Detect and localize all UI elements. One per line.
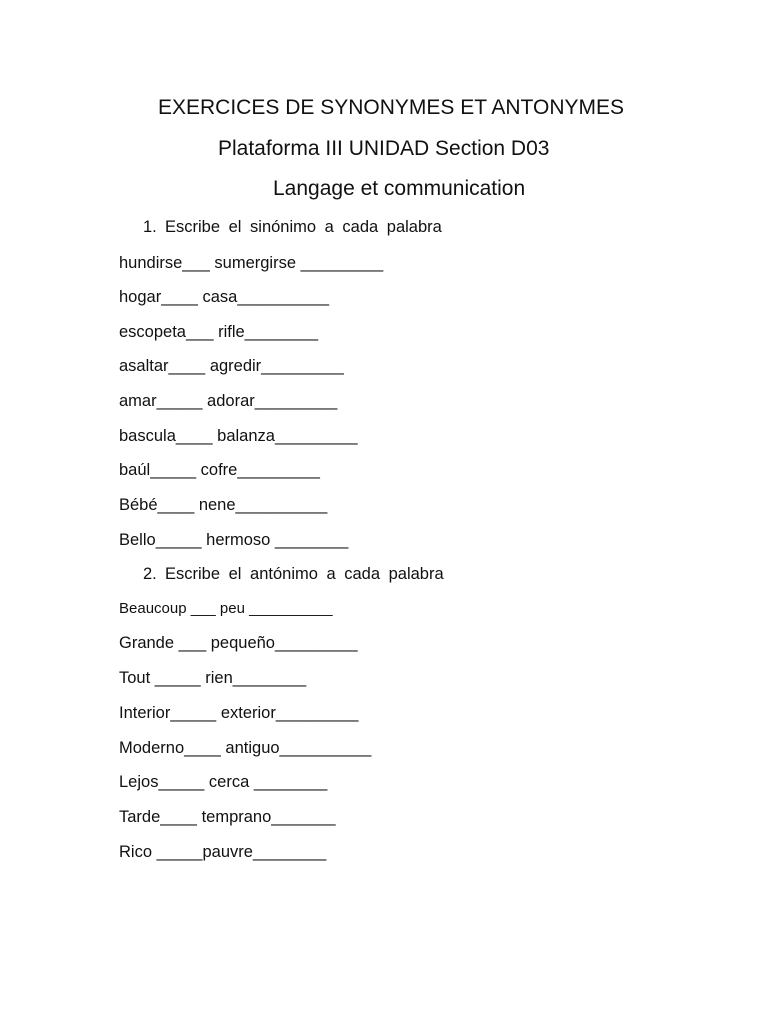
antonym-item: Interior_____ exterior_________: [119, 704, 359, 722]
synonym-item: hundirse___ sumergirse _________: [119, 254, 384, 272]
synonym-item: hogar____ casa__________: [119, 288, 330, 306]
synonym-item: bascula____ balanza_________: [119, 427, 358, 445]
antonym-item: Tarde____ temprano_______: [119, 808, 336, 826]
document-course: Langage et communication: [273, 177, 526, 200]
section-1-heading: [143, 217, 442, 237]
document-title: EXERCICES DE SYNONYMES ET ANTONYMES: [158, 96, 624, 119]
synonym-item: escopeta___ rifle________: [119, 323, 319, 341]
antonym-item: Moderno____ antiguo__________: [119, 739, 372, 757]
antonym-item: Grande ___ pequeño_________: [119, 634, 358, 652]
antonym-item: Tout _____ rien________: [119, 669, 307, 687]
antonym-item: Rico _____pauvre________: [119, 843, 327, 861]
section-2-number: 2.: [143, 565, 157, 583]
section-1-text: Escribe el sinónimo a cada palabra: [165, 218, 442, 236]
antonym-item: Beaucoup ___ peu __________: [119, 600, 333, 617]
section-1-number: 1.: [143, 218, 157, 236]
synonym-item: Bébé____ nene__________: [119, 496, 328, 514]
section-2-heading: [143, 564, 444, 584]
synonym-item: Bello_____ hermoso ________: [119, 531, 349, 549]
document-subtitle: Plataforma III UNIDAD Section D03: [218, 137, 550, 160]
section-2-text: Escribe el antónimo a cada palabra: [165, 565, 444, 583]
synonym-item: asaltar____ agredir_________: [119, 357, 344, 375]
antonym-item: Lejos_____ cerca ________: [119, 773, 328, 791]
synonym-item: baúl_____ cofre_________: [119, 461, 320, 479]
synonym-item: amar_____ adorar_________: [119, 392, 338, 410]
